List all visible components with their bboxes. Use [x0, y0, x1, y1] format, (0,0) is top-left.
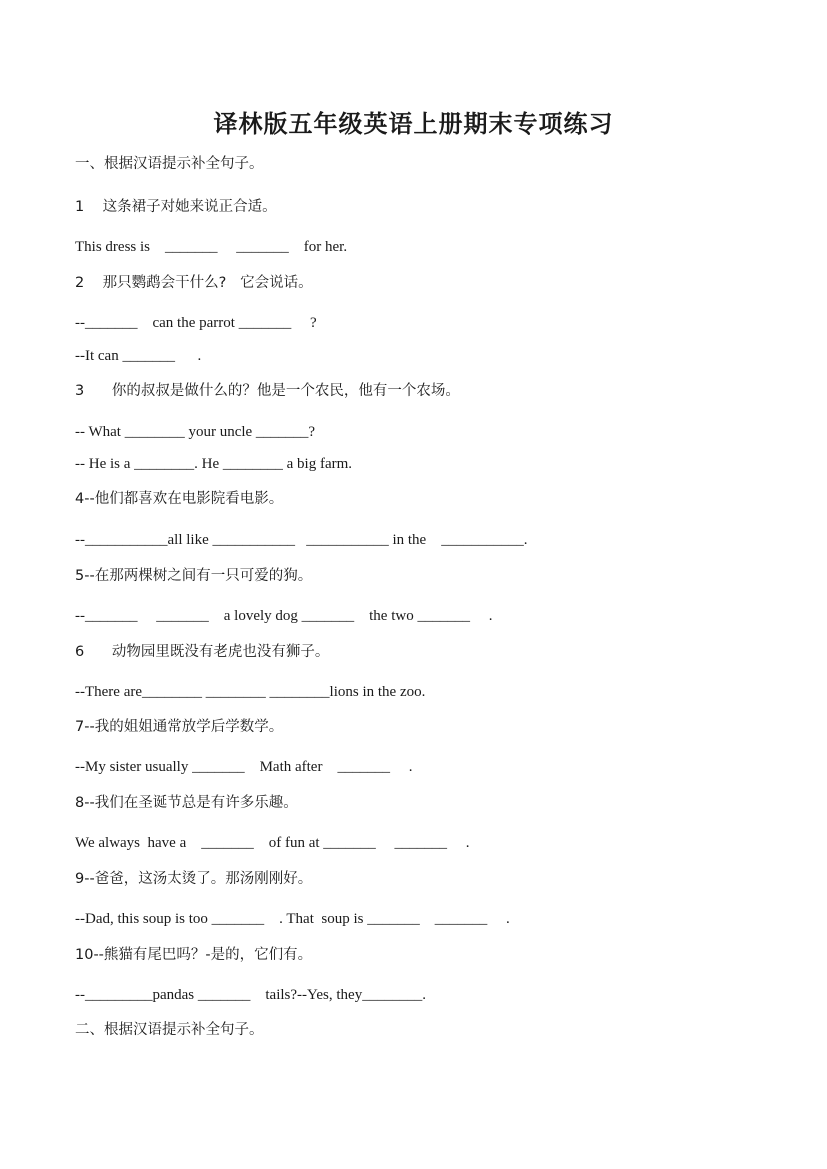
question-8-english: We always have a _______ of fun at _______ _______ .: [75, 835, 470, 851]
question-3-english-1: -- What ________ your uncle _______?: [75, 424, 316, 440]
question-2-english-2: --It can _______ .: [75, 348, 202, 364]
question-6-chinese: 6 动物园里既没有老虎也没有狮子。: [75, 644, 330, 660]
question-5-chinese: 5--在那两棵树之间有一只可爱的狗。: [75, 568, 313, 584]
question-7-english: --My sister usually _______ Math after _______ .: [75, 759, 413, 775]
question-6-english: --There are________ ________ ________lions in the zoo.: [75, 684, 426, 700]
question-10-chinese: 10--熊猫有尾巴吗？-是的，它们有。: [75, 947, 313, 963]
question-2-english-1: --_______ can the parrot _______ ?: [75, 315, 317, 331]
section-2-heading: 二、根据汉语提示补全句子。: [75, 1022, 264, 1038]
question-1-chinese: 1 这条裙子对她来说正合适。: [75, 199, 277, 215]
question-9-chinese: 9--爸爸，这汤太烫了。那汤刚刚好。: [75, 871, 313, 887]
section-1-heading: 一、根据汉语提示补全句子。: [75, 156, 264, 172]
question-4-english: --___________all like ___________ ___________ in the ___________.: [75, 532, 528, 548]
question-2-chinese: 2 那只鹦鹉会干什么? 它会说话。: [75, 275, 313, 291]
question-5-english: --_______ _______ a lovely dog _______ the two _______ .: [75, 608, 493, 624]
question-3-english-2: -- He is a ________. He ________ a big farm.: [75, 456, 353, 472]
question-7-chinese: 7--我的姐姐通常放学后学数学。: [75, 719, 284, 735]
question-3-chinese: 3 你的叔叔是做什么的？他是一个农民，他有一个农场。: [75, 383, 460, 399]
question-8-chinese: 8--我们在圣诞节总是有许多乐趣。: [75, 795, 298, 811]
question-4-chinese: 4--他们都喜欢在电影院看电影。: [75, 491, 284, 507]
page-title: 译林版五年级英语上册期末专项练习: [213, 110, 614, 138]
question-10-english: --_________pandas _______ tails?--Yes, they________.: [75, 987, 426, 1003]
question-9-english: --Dad, this soup is too _______ . That soup is _______ _______ .: [75, 911, 510, 927]
question-1-english: This dress is _______ _______ for her.: [75, 239, 348, 255]
